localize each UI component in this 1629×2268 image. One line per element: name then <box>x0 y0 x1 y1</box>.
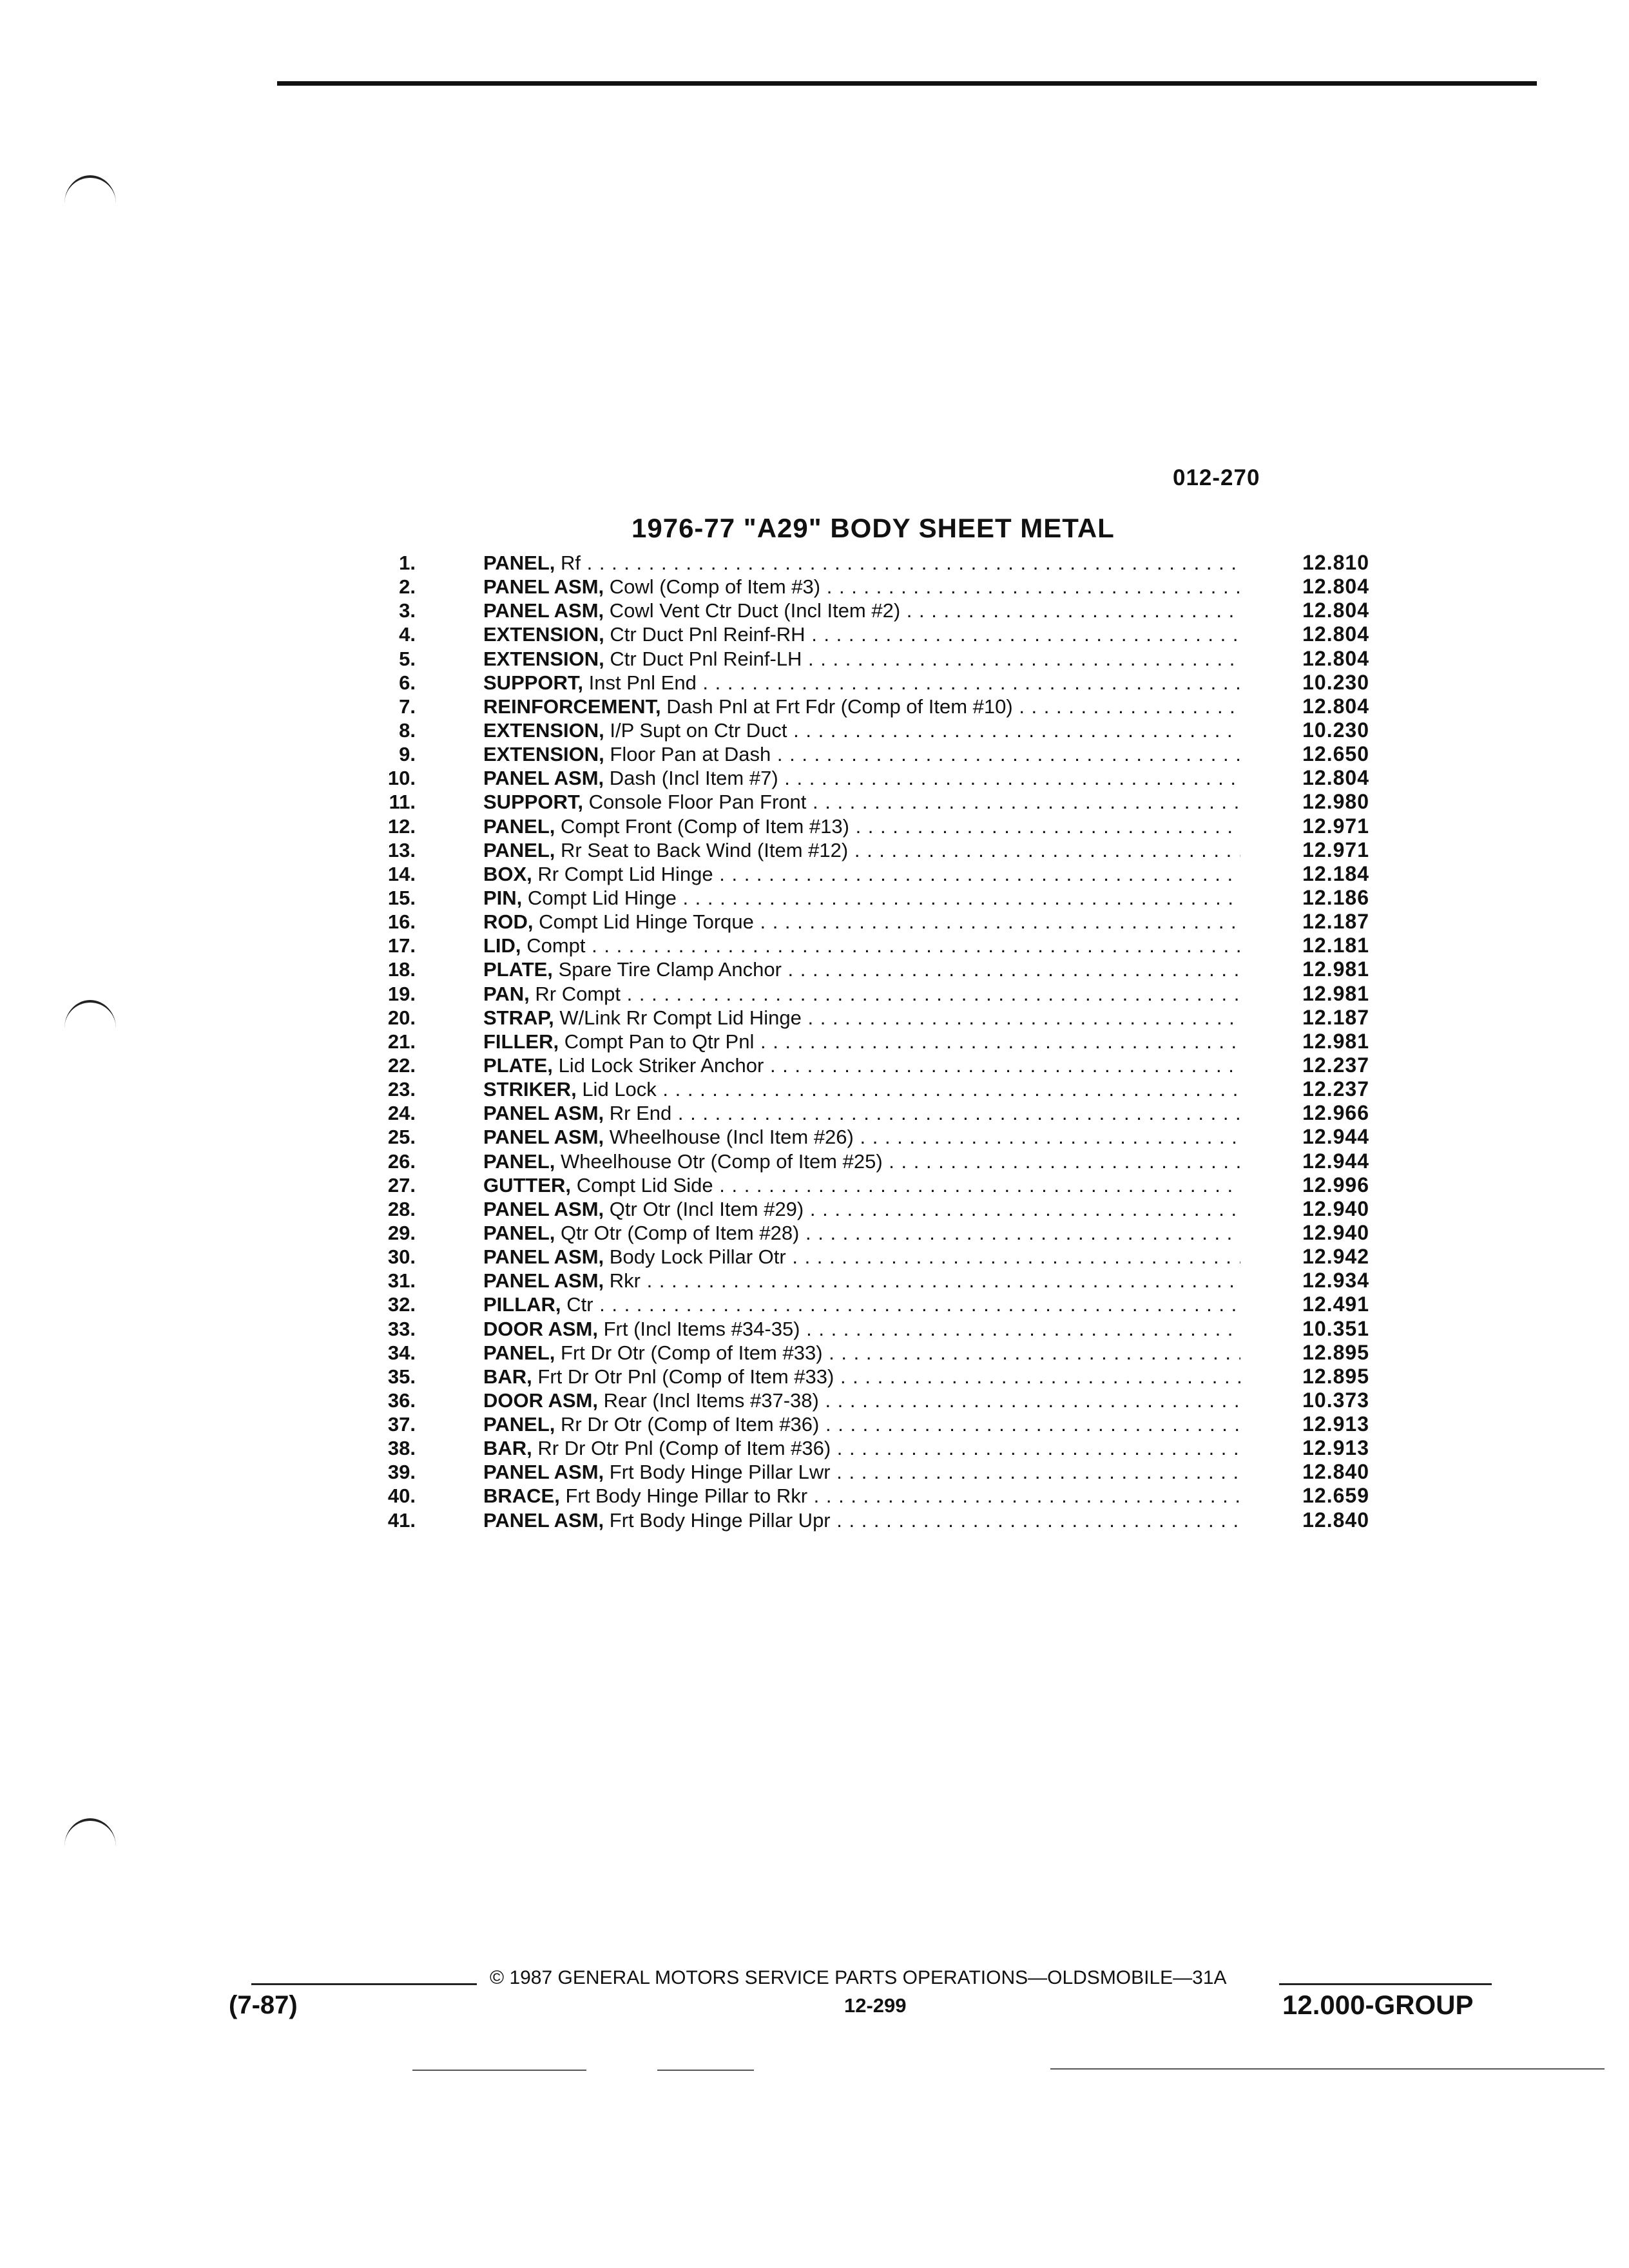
part-name: PANEL, <box>483 838 555 861</box>
part-row <box>361 1389 1379 1412</box>
part-detail: Body Lock Pillar Otr <box>609 1245 786 1269</box>
part-detail: Console Floor Pan Front <box>588 791 807 814</box>
part-number: 6. <box>399 671 416 694</box>
parts-list <box>361 551 1379 1532</box>
part-name: BAR, <box>483 1437 532 1460</box>
part-detail: Ctr Duct Pnl Reinf-LH <box>610 647 802 670</box>
part-description <box>483 1173 1240 1197</box>
part-name: PANEL ASM, <box>483 575 604 599</box>
part-detail: Ctr Duct Pnl Reinf-RH <box>610 623 805 646</box>
part-group-number: 12.934 <box>1302 1269 1369 1293</box>
part-row <box>361 1197 1379 1221</box>
part-name: PLATE, <box>483 958 553 981</box>
part-description <box>483 1412 1240 1436</box>
part-group-number: 12.944 <box>1302 1125 1369 1149</box>
part-number: 41. <box>387 1508 416 1532</box>
part-number: 28. <box>387 1197 416 1220</box>
part-name: BRACE, <box>483 1485 560 1508</box>
part-group-number: 12.940 <box>1302 1220 1369 1244</box>
part-name: EXTENSION, <box>483 647 604 670</box>
footer-group: 12.000-GROUP <box>1282 1990 1474 2020</box>
part-number: 14. <box>387 862 416 885</box>
part-row <box>361 575 1379 599</box>
part-description <box>483 1149 1240 1173</box>
part-name: PLATE, <box>483 1053 553 1077</box>
part-group-number: 12.491 <box>1302 1293 1369 1316</box>
part-number: 23. <box>387 1078 416 1101</box>
part-name: PANEL ASM, <box>483 1197 604 1220</box>
part-group-number: 12.186 <box>1302 885 1369 909</box>
part-name: PANEL, <box>483 1221 555 1244</box>
part-description <box>483 982 1240 1006</box>
part-row <box>361 1149 1379 1173</box>
part-row <box>361 1436 1379 1460</box>
part-description <box>483 1221 1240 1245</box>
part-description <box>483 1030 1240 1053</box>
part-description <box>483 1484 1240 1508</box>
part-row <box>361 766 1379 790</box>
part-detail: Frt Dr Otr (Comp of Item #33) <box>561 1341 823 1364</box>
part-number: 7. <box>399 695 416 718</box>
part-row <box>361 1077 1379 1101</box>
part-detail: Lid Lock <box>582 1078 657 1101</box>
part-row <box>361 910 1379 934</box>
part-number: 3. <box>399 599 416 622</box>
part-name: PANEL, <box>483 1149 555 1173</box>
part-group-number: 12.840 <box>1302 1508 1369 1532</box>
part-number: 27. <box>387 1173 416 1196</box>
part-number: 36. <box>387 1389 416 1412</box>
part-description <box>483 1101 1240 1125</box>
part-number: 18. <box>387 958 416 981</box>
part-name: PANEL, <box>483 1341 555 1364</box>
part-detail: Dash Pnl at Frt Fdr (Comp of Item #10) <box>666 695 1013 718</box>
part-name: REINFORCEMENT, <box>483 695 661 718</box>
part-row <box>361 862 1379 886</box>
part-description <box>483 695 1240 718</box>
part-row <box>361 1317 1379 1341</box>
part-detail: Cowl (Comp of Item #3) <box>609 575 821 599</box>
part-name: PANEL, <box>483 1413 555 1436</box>
part-row <box>361 1365 1379 1389</box>
part-description <box>483 742 1240 766</box>
part-name: ROD, <box>483 910 534 934</box>
margin-mark-top <box>64 175 116 204</box>
part-detail: Compt Lid Hinge Torque <box>539 910 754 934</box>
part-row <box>361 1508 1379 1532</box>
part-row <box>361 1101 1379 1125</box>
part-row <box>361 718 1379 742</box>
part-name: FILLER, <box>483 1030 559 1053</box>
part-group-number: 12.187 <box>1302 910 1369 934</box>
part-group-number: 12.980 <box>1302 790 1369 814</box>
part-name: SUPPORT, <box>483 671 584 694</box>
part-detail: Rr Dr Otr (Comp of Item #36) <box>561 1413 820 1436</box>
part-description <box>483 1269 1240 1293</box>
margin-mark-bottom <box>64 1818 116 1847</box>
part-number: 37. <box>387 1413 416 1436</box>
part-number: 25. <box>387 1126 416 1149</box>
part-description <box>483 886 1240 910</box>
part-number: 29. <box>387 1221 416 1244</box>
part-name: GUTTER, <box>483 1173 572 1196</box>
part-row <box>361 982 1379 1006</box>
part-name: PANEL ASM, <box>483 1102 604 1125</box>
part-row <box>361 814 1379 838</box>
part-detail: Compt Front (Comp of Item #13) <box>561 814 849 838</box>
page-title: 1976-77 "A29" BODY SHEET METAL <box>631 513 1115 543</box>
part-name: STRAP, <box>483 1006 554 1029</box>
part-detail: Wheelhouse (Incl Item #26) <box>609 1126 854 1149</box>
part-row <box>361 671 1379 695</box>
part-row <box>361 1269 1379 1293</box>
part-description <box>483 957 1240 981</box>
part-description <box>483 622 1240 646</box>
part-description <box>483 1053 1240 1077</box>
part-detail: Compt <box>526 934 586 957</box>
part-group-number: 12.942 <box>1302 1245 1369 1269</box>
part-group-number: 12.804 <box>1302 575 1369 599</box>
part-detail: Rr Seat to Back Wind (Item #12) <box>561 838 849 861</box>
part-group-number: 12.184 <box>1302 861 1369 885</box>
part-name: DOOR ASM, <box>483 1389 598 1412</box>
part-description <box>483 1125 1240 1149</box>
part-name: LID, <box>483 934 521 957</box>
part-detail: Frt (Incl Items #34-35) <box>603 1317 800 1340</box>
part-row <box>361 1173 1379 1197</box>
part-group-number: 12.810 <box>1302 551 1369 574</box>
part-row <box>361 1030 1379 1053</box>
part-name: DOOR ASM, <box>483 1317 598 1340</box>
part-row <box>361 695 1379 718</box>
part-number: 21. <box>387 1030 416 1053</box>
part-group-number: 12.895 <box>1302 1340 1369 1364</box>
part-detail: Qtr Otr (Comp of Item #28) <box>561 1221 800 1244</box>
part-number: 2. <box>399 575 416 599</box>
part-detail: Frt Dr Otr Pnl (Comp of Item #33) <box>537 1365 834 1388</box>
part-name: PANEL ASM, <box>483 1126 604 1149</box>
part-number: 20. <box>387 1006 416 1029</box>
part-detail: Lid Lock Striker Anchor <box>558 1053 764 1077</box>
part-description <box>483 1365 1240 1389</box>
part-description <box>483 766 1240 790</box>
part-detail: Qtr Otr (Incl Item #29) <box>609 1197 804 1220</box>
part-detail: Rr Compt <box>535 982 621 1005</box>
footer-copyright: © 1987 GENERAL MOTORS SERVICE PARTS OPERATIONS—OLDSMOBILE—31A <box>490 1967 1227 1988</box>
part-name: PANEL ASM, <box>483 1461 604 1484</box>
part-row <box>361 1006 1379 1030</box>
part-description <box>483 575 1240 599</box>
part-group-number: 12.944 <box>1302 1149 1369 1173</box>
part-row <box>361 599 1379 622</box>
part-name: PANEL, <box>483 552 555 574</box>
part-description <box>483 1341 1240 1365</box>
part-description <box>483 1436 1240 1460</box>
part-number: 4. <box>399 623 416 646</box>
part-row <box>361 622 1379 646</box>
part-number: 15. <box>387 886 416 909</box>
part-detail: Rr Compt Lid Hinge <box>537 862 713 885</box>
part-name: PANEL ASM, <box>483 599 604 622</box>
part-description <box>483 1245 1240 1269</box>
part-number: 10. <box>387 767 416 790</box>
part-detail: Compt Lid Side <box>576 1173 713 1196</box>
part-group-number: 10.230 <box>1302 670 1369 694</box>
part-group-number: 12.940 <box>1302 1196 1369 1220</box>
page-code: 012-270 <box>1173 465 1260 490</box>
part-description <box>483 1389 1240 1412</box>
part-group-number: 10.373 <box>1302 1388 1369 1412</box>
part-description <box>483 1006 1240 1030</box>
part-group-number: 12.237 <box>1302 1053 1369 1077</box>
part-group-number: 12.650 <box>1302 742 1369 766</box>
footer-rule-left <box>251 1983 477 1985</box>
part-description <box>483 718 1240 742</box>
part-name: PIN, <box>483 886 523 909</box>
part-description <box>483 1508 1240 1532</box>
part-group-number: 12.804 <box>1302 694 1369 718</box>
part-row <box>361 838 1379 862</box>
part-number: 9. <box>399 743 416 766</box>
part-row <box>361 934 1379 957</box>
part-name: PANEL, <box>483 814 555 838</box>
part-detail: W/Link Rr Compt Lid Hinge <box>559 1006 802 1029</box>
part-description <box>483 862 1240 886</box>
part-group-number: 12.971 <box>1302 814 1369 838</box>
part-name: PANEL ASM, <box>483 1269 604 1293</box>
part-name: PILLAR, <box>483 1293 561 1316</box>
part-detail: Rkr <box>609 1269 641 1293</box>
part-name: EXTENSION, <box>483 718 604 742</box>
part-number: 13. <box>387 838 416 861</box>
part-row <box>361 1053 1379 1077</box>
part-name: EXTENSION, <box>483 623 604 646</box>
part-row <box>361 1460 1379 1484</box>
part-row <box>361 551 1379 575</box>
part-group-number: 12.804 <box>1302 599 1369 622</box>
part-row <box>361 1341 1379 1365</box>
part-group-number: 12.181 <box>1302 934 1369 957</box>
part-detail: Compt Pan to Qtr Pnl <box>564 1030 755 1053</box>
part-name: PANEL ASM, <box>483 767 604 790</box>
part-row <box>361 1412 1379 1436</box>
part-description <box>483 1293 1240 1316</box>
part-group-number: 10.351 <box>1302 1316 1369 1340</box>
part-detail: Frt Body Hinge Pillar Lwr <box>609 1461 831 1484</box>
part-number: 1. <box>399 552 416 574</box>
part-detail: Frt Body Hinge Pillar Upr <box>609 1508 831 1532</box>
part-group-number: 12.966 <box>1302 1101 1369 1125</box>
part-number: 34. <box>387 1341 416 1364</box>
part-description <box>483 790 1240 814</box>
part-row <box>361 886 1379 910</box>
part-row <box>361 1221 1379 1245</box>
part-number: 19. <box>387 982 416 1005</box>
part-number: 26. <box>387 1149 416 1173</box>
part-number: 24. <box>387 1102 416 1125</box>
part-group-number: 12.913 <box>1302 1412 1369 1436</box>
part-description <box>483 1197 1240 1221</box>
part-row <box>361 1484 1379 1508</box>
part-detail: Compt Lid Hinge <box>527 886 677 909</box>
part-number: 11. <box>389 791 416 814</box>
part-number: 30. <box>387 1245 416 1269</box>
scan-line <box>1050 2068 1605 2070</box>
part-row <box>361 742 1379 766</box>
part-row <box>361 1293 1379 1316</box>
part-group-number: 12.804 <box>1302 622 1369 646</box>
part-group-number: 12.981 <box>1302 981 1369 1005</box>
margin-mark-middle <box>64 1000 116 1028</box>
part-description <box>483 647 1240 671</box>
part-name: BOX, <box>483 862 532 885</box>
part-row <box>361 1125 1379 1149</box>
part-description <box>483 934 1240 957</box>
part-description <box>483 838 1240 862</box>
scan-line <box>412 2070 586 2071</box>
part-description <box>483 1317 1240 1341</box>
part-detail: Rr End <box>609 1102 672 1125</box>
part-group-number: 12.913 <box>1302 1436 1369 1460</box>
part-number: 12. <box>387 814 416 838</box>
part-name: SUPPORT, <box>483 791 584 814</box>
part-detail: Rr Dr Otr Pnl (Comp of Item #36) <box>537 1437 831 1460</box>
part-detail: I/P Supt on Ctr Duct <box>610 718 787 742</box>
part-group-number: 12.996 <box>1302 1173 1369 1196</box>
part-name: PAN, <box>483 982 530 1005</box>
part-number: 38. <box>387 1437 416 1460</box>
part-description <box>483 1077 1240 1101</box>
part-description <box>483 814 1240 838</box>
part-detail: Dash (Incl Item #7) <box>609 767 778 790</box>
part-detail: Spare Tire Clamp Anchor <box>558 958 782 981</box>
part-number: 22. <box>387 1053 416 1077</box>
part-number: 40. <box>387 1485 416 1508</box>
part-detail: Ctr <box>566 1293 593 1316</box>
part-detail: Cowl Vent Ctr Duct (Incl Item #2) <box>609 599 901 622</box>
part-group-number: 12.981 <box>1302 957 1369 981</box>
part-group-number: 12.895 <box>1302 1364 1369 1388</box>
part-group-number: 12.804 <box>1302 766 1369 790</box>
top-rule <box>277 81 1537 86</box>
footer-page-number: 12-299 <box>844 1994 907 2017</box>
part-number: 31. <box>387 1269 416 1293</box>
part-row <box>361 790 1379 814</box>
part-name: PANEL ASM, <box>483 1508 604 1532</box>
part-number: 39. <box>387 1461 416 1484</box>
part-name: BAR, <box>483 1365 532 1388</box>
part-description <box>483 551 1240 575</box>
part-group-number: 12.237 <box>1302 1077 1369 1101</box>
part-number: 8. <box>399 718 416 742</box>
part-description <box>483 671 1240 695</box>
part-row <box>361 1245 1379 1269</box>
part-number: 16. <box>387 910 416 934</box>
part-row <box>361 647 1379 671</box>
scan-line <box>657 2070 754 2071</box>
part-name: STRIKER, <box>483 1078 577 1101</box>
part-detail: Inst Pnl End <box>588 671 697 694</box>
part-number: 33. <box>387 1317 416 1340</box>
part-group-number: 12.840 <box>1302 1460 1369 1484</box>
part-detail: Floor Pan at Dash <box>610 743 771 766</box>
part-row <box>361 957 1379 981</box>
footer-rule-right <box>1279 1983 1492 1985</box>
part-number: 35. <box>387 1365 416 1388</box>
part-group-number: 12.981 <box>1302 1029 1369 1053</box>
part-group-number: 12.187 <box>1302 1005 1369 1029</box>
part-group-number: 12.659 <box>1302 1484 1369 1508</box>
part-detail: Wheelhouse Otr (Comp of Item #25) <box>561 1149 883 1173</box>
part-detail: Rf <box>561 552 581 574</box>
part-name: PANEL ASM, <box>483 1245 604 1269</box>
part-description <box>483 1460 1240 1484</box>
part-number: 32. <box>387 1293 416 1316</box>
part-number: 5. <box>399 647 416 670</box>
part-detail: Frt Body Hinge Pillar to Rkr <box>565 1485 808 1508</box>
part-name: EXTENSION, <box>483 743 604 766</box>
part-group-number: 12.804 <box>1302 646 1369 670</box>
part-description <box>483 599 1240 622</box>
part-group-number: 10.230 <box>1302 718 1369 742</box>
footer-revision: (7-87) <box>229 1991 298 2019</box>
part-description <box>483 910 1240 934</box>
part-group-number: 12.971 <box>1302 838 1369 861</box>
part-detail: Rear (Incl Items #37-38) <box>603 1389 819 1412</box>
part-number: 17. <box>387 934 416 957</box>
